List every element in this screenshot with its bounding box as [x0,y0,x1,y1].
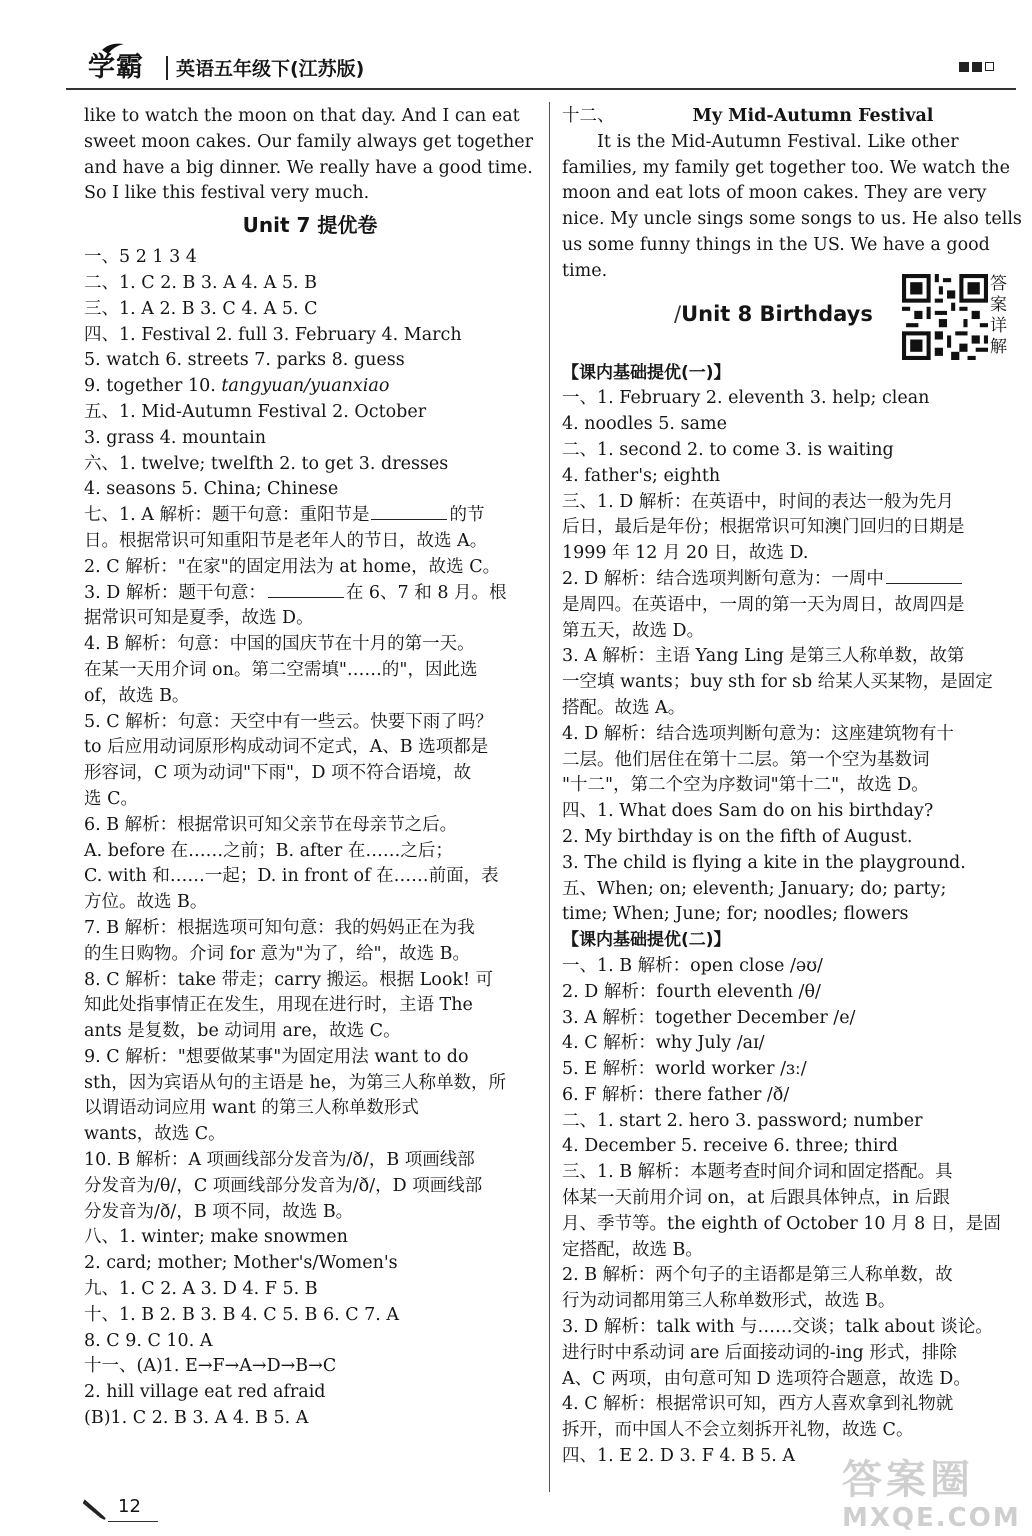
answer-line [84,581,536,607]
book-title: 英语五年级下(江苏版) [176,58,365,80]
answer-line: 2. C 解析："在家"的固定用法为 at home，故选 C。 [84,556,501,577]
answer-line: 6. B 解析：根据常识可知父亲节在母亲节之后。 [84,814,458,835]
answer-line: 1999 年 12 月 20 日，故选 D. [562,543,809,564]
unit8-title [674,302,873,328]
answer-line: 后日，最后是年份；根据常识可知澳门回归的日期是 [562,517,965,538]
essay-line: It is the Mid-Autumn Festival. Like other [597,131,959,152]
answer-line: 二、1. C 2. B 3. A 4. A 5. B [84,272,317,293]
answer-line: 8. C 解析：take 带走；carry 搬运。根据 Look! 可 [84,969,494,990]
qr-label: 答案详解 [990,274,1007,357]
qr-code-icon[interactable] [902,274,988,360]
answer-line: 十、1. B 2. B 3. B 4. C 5. B 6. C 7. A [84,1304,400,1325]
essay-line: families, my family get together too. We watch the [562,157,1010,178]
answer-line: 5. watch 6. streets 7. parks 8. guess [84,350,405,371]
answer-line: 4. B 解析：句意：中国的国庆节在十月的第一天。 [84,634,475,655]
unit7-title: Unit 7 提优卷 [242,213,378,238]
essay-line: time. [562,260,608,281]
answer-line: 5. E 解析：world worker /ɜː/ [562,1059,807,1080]
answer-line: 10. B 解析：A 项画线部分发音为/ð/，B 项画线部 [84,1150,475,1171]
answer-line: 拆开，而中国人不会立刻拆开礼物，故选 C。 [562,1420,914,1441]
answer-line [84,374,536,400]
answer-line: 2. B 解析：两个句子的主语都是第三人称单数，故 [562,1265,953,1286]
answer-line: 一空填 wants；buy sth for sb 给某人买某物，是固定 [562,672,993,693]
answer-line: 知此处指事情正在发生，用现在进行时，主语 The [84,995,473,1016]
answer-line: 是周四。在英语中，一周的第一天为周日，故周四是 [562,594,965,615]
answer-line: 4. December 5. receive 6. three; third [562,1136,898,1157]
watermark-text: 答案圈 [842,1457,974,1503]
answer-line: 4. D 解析：结合选项判断句意为：这座建筑物有十 [562,723,954,744]
answer-text: 的节 [449,505,485,526]
column-divider [549,102,550,1492]
answer-line: 一、1. B 解析：open close /əʊ/ [562,955,823,976]
answer-line: "十二"，第二个空为序数词"第十二"，故选 D。 [562,775,929,796]
answer-line: 三、1. D 解析：在英语中，时间的表达一般为先月 [562,491,954,512]
answer-line: 形容词，C 项为动词"下雨"，D 项不符合语境，故 [84,763,472,784]
page-number: 12 [118,1496,141,1517]
answer-line: 据常识可知是夏季，故选 D。 [84,608,314,629]
answer-line: 3. D 解析：talk with 与……交谈；talk about 谈论。 [562,1317,993,1338]
fill-blank [268,581,344,598]
answer-line: 三、1. A 2. B 3. C 4. A 5. C [84,298,318,319]
answer-line: 一、1. February 2. eleventh 3. help; clean [562,388,930,409]
answer-line: 第五天，故选 D。 [562,620,705,641]
answer-text: 9. together 10. [84,376,222,397]
essay-line: us some funny things in the US. We have a good [562,234,990,255]
answer-line: 2. My birthday is on the fifth of August. [562,826,913,847]
answer-line: 方位。故选 B。 [84,892,208,913]
essay-line: nice. My uncle sings some songs to us. He also tells [562,209,1022,230]
brand-logo-text: 学霸 [88,52,144,83]
title-slash: / [674,302,682,326]
answer-line: 3. grass 4. mountain [84,427,267,448]
header-divider [166,56,168,80]
answer-line: 月、季节等。the eighth of October 10 月 8 日，是固 [562,1213,1001,1234]
answer-line: 五、When; on; eleventh; January; do; party; [562,878,947,899]
essay-heading [562,104,1012,130]
answer-line: 体某一天前用介词 on，at 后跟具体钟点，in 后跟 [562,1188,950,1209]
question-number: 十二、 [562,106,615,126]
essay-line: like to watch the moon on that day. And I can eat [84,106,520,126]
right-column [562,104,1022,1470]
answer-line [562,567,1012,593]
answer-line: 搭配。故选 A。 [562,697,686,718]
answer-line: 分发音为/ð/，B 项不同，故选 B。 [84,1201,354,1222]
answer-line: 2. hill village eat red afraid [84,1382,326,1403]
answer-line: 4. seasons 5. China; Chinese [84,479,339,500]
header-marks-icon [959,62,994,72]
essay-line: and have a big dinner. We really have a good time. [84,157,533,178]
answer-line: 五、1. Mid-Autumn Festival 2. October [84,401,427,422]
header-rule [66,88,1016,90]
answer-line: 二、1. second 2. to come 3. is waiting [562,439,894,460]
answer-line: 3. A 解析：主语 Yang Ling 是第三人称单数，故第 [562,646,965,667]
unit8-title-text: Unit 8 Birthdays [681,302,873,326]
answer-line: 7. B 解析：根据选项可知句意：我的妈妈正在为我 [84,917,475,938]
answer-line: 分发音为/θ/，C 项画线部分发音为/ð/，D 项画线部 [84,1175,483,1196]
brand-logo [88,44,144,84]
answer-line: ants 是复数，be 动词用 are，故选 C。 [84,1021,401,1042]
answer-line: 4. C 解析：根据常识可知，西方人喜欢拿到礼物就 [562,1394,954,1415]
answer-line: 一、5 2 1 3 4 [84,247,197,268]
answer-line: 三、1. B 解析：本题考查时间介词和固定搭配。具 [562,1162,953,1183]
answer-line: 4. father's; eighth [562,465,721,486]
answer-italic: tangyuan/yuanxiao [221,376,390,397]
essay-line: So I like this festival very much. [84,183,370,204]
answer-text: 3. D 解析：题干句意： [84,582,266,603]
answer-line: 六、1. twelve; twelfth 2. to get 3. dresses [84,453,449,474]
answer-line: 在某一天用介词 on。第二空需填"……的"，因此选 [84,659,478,680]
footer-rule [108,1521,158,1522]
answer-line: 行为动词都用第三人称单数形式，故选 B。 [562,1291,896,1312]
answer-line: 日。根据常识可知重阳节是老年人的节日，故选 A。 [84,530,488,551]
answer-line: (B)1. C 2. B 3. A 4. B 5. A [84,1408,309,1429]
answer-line: 十一、(A)1. E→F→A→D→B→C [84,1356,337,1377]
answer-line: of，故选 B。 [84,685,190,706]
fill-blank [886,567,962,584]
page-header [66,40,1016,92]
section-heading: 【课内基础提优(二)】 [562,930,731,951]
answer-line: C. with 和……一起；D. in front of 在……前面，表 [84,866,499,887]
answer-line: 3. The child is flying a kite in the playground. [562,852,966,873]
answer-line: 4. C 解析：why July /aɪ/ [562,1033,765,1054]
answer-line: 的生日购物。介词 for 意为"为了，给"，故选 B。 [84,943,471,964]
answer-line: 以谓语动词应用 want 的第三人称单数形式 [84,1098,419,1119]
answer-line: 二层。他们居住在第十二层。第一个空为基数词 [562,749,930,770]
answer-line: 5. C 解析：句意：天空中有一些云。快要下雨了吗？ [84,711,493,732]
answer-line: 9. C 解析："想要做某事"为固定用法 want to do [84,1046,469,1067]
watermark [842,1448,1022,1533]
answer-text: 2. D 解析：结合选项判断句意为：一周中 [562,568,884,589]
answer-line [84,503,536,529]
answer-line: 2. card; mother; Mother's/Women's [84,1253,398,1274]
answer-line: 四、1. What does Sam do on his birthday? [562,801,934,822]
answer-line: 九、1. C 2. A 3. D 4. F 5. B [84,1279,318,1300]
left-column [84,104,536,1432]
answer-line: to 后应用动词原形构成动词不定式，A、B 选项都是 [84,737,489,758]
essay-title: My Mid-Autumn Festival [692,106,934,126]
answer-text: 在 6、7 和 8 月。根 [345,582,507,603]
answer-line: 二、1. start 2. hero 3. password; number [562,1110,923,1131]
pencil-icon [82,1498,108,1520]
graduation-cap-icon [100,42,126,58]
answer-line: A. before 在……之前；B. after 在……之后； [84,840,453,861]
answer-line: time; When; June; for; noodles; flowers [562,904,909,925]
answer-line: 四、1. Festival 2. full 3. February 4. March [84,324,462,345]
section-heading: 【课内基础提优(一)】 [562,362,731,383]
answer-line: 6. F 解析：there father /ð/ [562,1084,790,1105]
fill-blank [371,503,447,520]
answer-line: A、C 两项，由句意可知 D 选项符合题意，故选 D。 [562,1368,971,1389]
answer-line: 选 C。 [84,788,138,809]
answer-line: 进行时中系动词 are 后面接动词的-ing 形式，排除 [562,1342,957,1363]
answer-text: 七、1. A 解析：题干句意：重阳节是 [84,505,370,526]
answer-line: wants，故选 C。 [84,1124,226,1145]
answer-line: 四、1. E 2. D 3. F 4. B 5. A [562,1446,795,1467]
essay-line: sweet moon cakes. Our family always get together [84,131,533,152]
watermark-url: MXQE.COM [842,1503,1021,1533]
answer-line: 2. D 解析：fourth eleventh /θ/ [562,981,821,1002]
answer-line: 3. A 解析：together December /e/ [562,1007,856,1028]
answer-line: sth，因为宾语从句的主语是 he，为第三人称单数，所 [84,1072,506,1093]
answer-line: 八、1. winter; make snowmen [84,1227,348,1248]
answer-line: 4. noodles 5. same [562,414,727,435]
essay-line: moon and eat lots of moon cakes. They are very [562,183,987,204]
answer-line: 定搭配，故选 B。 [562,1239,703,1260]
answer-line: 8. C 9. C 10. A [84,1330,213,1351]
